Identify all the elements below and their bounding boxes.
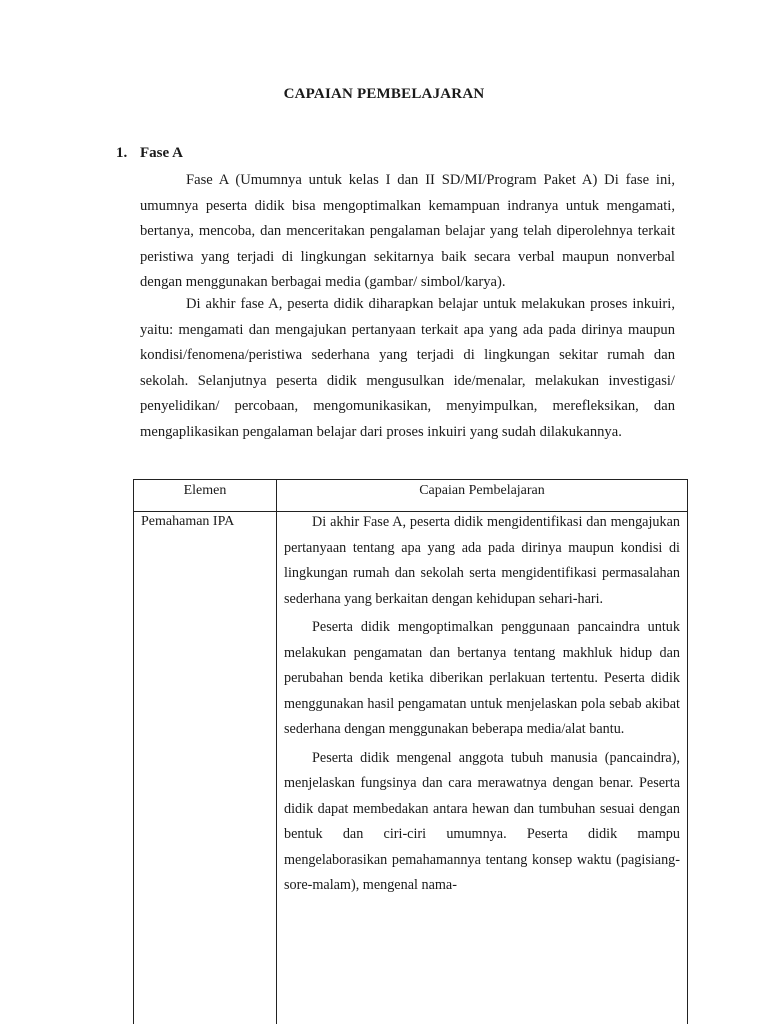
section-heading: [116, 145, 183, 162]
capaian-table: [133, 479, 688, 1024]
capaian-paragraph: Peserta didik mengoptimalkan penggunaan pancaindra untuk melakukan pengamatan dan bertanya tentang makhluk hidup dan perubahan benda ketika diberikan perlakuan tertentu. Peserta didik menggunakan hasil pengamatan untuk menjelaskan pola sebab akibat sederhana dengan menggunakan beberapa media/alat bantu.: [284, 619, 680, 737]
paragraph-fase-a-intro: Fase A (Umumnya untuk kelas I dan II SD/MI/Program Paket A) Di fase ini, umumnya peserta didik bisa mengoptimalkan kemampuan indranya untuk mengamati, bertanya, mencoba, dan menceritakan pengalaman belajar yang telah diperolehnya terkait peristiwa yang terjadi di lingkungan sekitarnya baik secara verbal maupun nonverbal dengan menggunakan berbagai media (gambar/ simbol/karya).: [140, 172, 675, 290]
table-header-elemen: Elemen: [183, 483, 227, 498]
table-cell-elemen: Pemahaman IPA: [141, 514, 235, 529]
section-title: Fase A: [140, 145, 183, 161]
table-header-capaian: Capaian Pembelajaran: [419, 483, 545, 498]
table-column-divider: [276, 480, 277, 1024]
paragraph-fase-a-end: Di akhir fase A, peserta didik diharapkan belajar untuk melakukan proses inkuiri, yaitu: mengamati dan mengajukan pertanyaan terkait apa yang ada pada dirinya maupun kondisi/fenomena/peristiwa sederhana yang terjadi di lingkungan sekitar rumah dan sekolah. Selanjutnya peserta didik mengusulkan ide/menalar, melakukan investigasi/ penyelidikan/ percobaan, mengomunikasikan, menyimpulkan, merefleksikan, dan mengaplikasikan pengalaman belajar dari proses inkuiri yang sudah dilakukannya.: [140, 296, 675, 440]
capaian-paragraph: Di akhir Fase A, peserta didik mengidentifikasi dan mengajukan pertanyaan tentang apa yang ada pada dirinya maupun kondisi di lingkungan rumah dan sekolah serta mengidentifikasi permasalahan sederhana yang berkaitan dengan kehidupan sehari-hari.: [284, 514, 680, 607]
capaian-paragraph: Peserta didik mengenal anggota tubuh manusia (pancaindra), menjelaskan fungsinya dan cara merawatnya dengan benar. Peserta didik dapat membedakan antara hewan dan tumbuhan sesuai dengan bentuk dan ciri-ciri umumnya. Peserta didik mampu mengelaborasikan pemahamannya tentang konsep waktu (pagisiang-sore-malam), mengenal nama-: [284, 749, 680, 893]
table-cell-capaian: [284, 510, 680, 902]
document-title: CAPAIAN PEMBELAJARAN: [283, 86, 485, 102]
section-number: 1.: [116, 145, 128, 161]
